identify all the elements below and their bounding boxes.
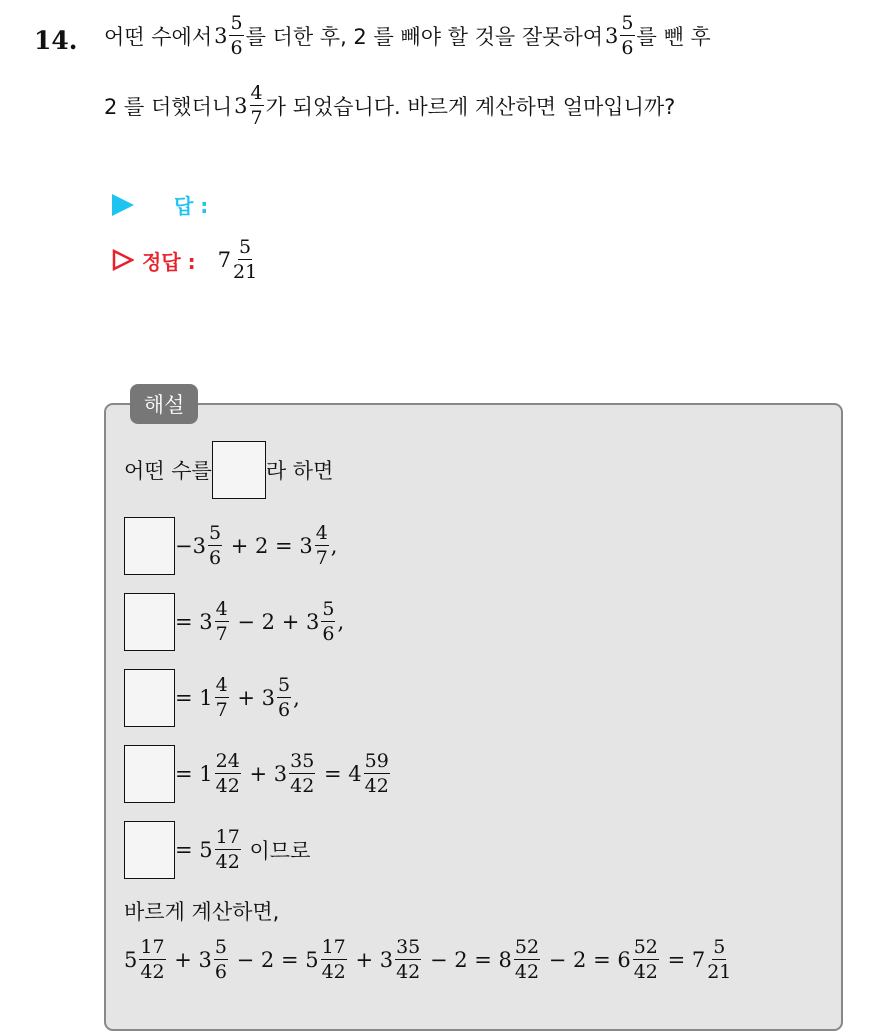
- numerator: 5: [278, 674, 291, 696]
- fraction: [215, 600, 229, 644]
- answer-label: 답 :: [174, 194, 209, 218]
- blank-box: [124, 669, 175, 727]
- correct-answer-label: 정답 :: [142, 249, 196, 274]
- denominator: 7: [215, 623, 228, 645]
- eq-text: = 4: [317, 762, 362, 786]
- fraction: [395, 938, 421, 982]
- eq-text: = 1: [175, 762, 213, 786]
- solution-text: 바르게 계산하면,: [124, 900, 280, 924]
- eq-text: −3: [175, 534, 206, 558]
- correct-answer-row: [112, 238, 259, 282]
- play-triangle-icon: [112, 194, 134, 216]
- fraction: [215, 828, 241, 872]
- fraction: [139, 938, 165, 982]
- fraction: [364, 752, 390, 796]
- numerator: 5: [214, 936, 227, 958]
- numerator: 5: [239, 236, 252, 258]
- question-text: 가 되었습니다. 바르게 계산하면 얼마입니까?: [265, 95, 676, 119]
- fraction: [321, 600, 335, 644]
- numerator: 35: [396, 936, 421, 958]
- blank-box: [124, 745, 175, 803]
- mixed-whole: 3: [605, 24, 619, 48]
- eq-text: ,: [330, 534, 338, 558]
- numerator: 52: [514, 936, 540, 958]
- outline-triangle-icon: [112, 249, 134, 271]
- correct-calc-heading: [124, 896, 279, 926]
- equation-3: [124, 669, 300, 727]
- denominator: 6: [278, 699, 291, 721]
- eq-text: − 2 = 6: [542, 948, 631, 972]
- solution-tag: 해설: [130, 384, 198, 424]
- question-line-2: [104, 84, 675, 128]
- mixed-whole: 3: [234, 94, 248, 118]
- eq-text: − 2 = 5: [229, 948, 319, 972]
- eq-text: 5: [124, 948, 138, 972]
- numerator: 35: [290, 750, 315, 772]
- question-text: 를 더한 후, 2 를 빼야 할 것을 잘못하여: [245, 25, 604, 49]
- solution-intro: [124, 441, 333, 499]
- correct-answer-value: [216, 238, 260, 282]
- denominator: 6: [208, 547, 222, 569]
- denominator: 21: [707, 961, 732, 983]
- fraction: [321, 938, 347, 982]
- question-text: 를 뺀 후: [636, 25, 711, 49]
- denominator: 42: [364, 775, 389, 797]
- denominator: 42: [140, 961, 165, 983]
- eq-text: + 3: [348, 948, 394, 972]
- question-text: 2 를 더했더니: [104, 95, 233, 119]
- fraction: [633, 938, 659, 982]
- blank-box: [124, 821, 175, 879]
- numerator: 52: [633, 936, 658, 958]
- blank-box: [124, 593, 175, 651]
- denominator: 6: [621, 37, 634, 59]
- denominator: 6: [230, 37, 243, 59]
- equation-5: [124, 821, 310, 879]
- denominator: 21: [232, 261, 258, 283]
- fraction: [277, 676, 291, 720]
- eq-text: ,: [293, 686, 300, 710]
- numerator: 4: [215, 598, 228, 620]
- eq-text: = 1: [175, 686, 213, 710]
- denominator: 6: [214, 961, 227, 983]
- fraction: [229, 14, 243, 58]
- numerator: 4: [215, 674, 228, 696]
- solution-text: 라 하면: [265, 459, 334, 483]
- numerator: 5: [621, 12, 634, 34]
- denominator: 42: [290, 775, 315, 797]
- numerator: 5: [713, 936, 726, 958]
- denominator: 7: [315, 547, 328, 569]
- denominator: 42: [215, 775, 240, 797]
- eq-text: = 3: [175, 610, 213, 634]
- numerator: 17: [215, 826, 240, 848]
- mixed-whole: 7: [217, 248, 231, 272]
- numerator: 59: [364, 750, 389, 772]
- fraction: [214, 938, 228, 982]
- equation-4: [124, 745, 392, 803]
- numerator: 5: [230, 12, 243, 34]
- question-line-1: [104, 14, 711, 58]
- final-equation: [124, 938, 733, 982]
- numerator: 24: [215, 750, 240, 772]
- denominator: 42: [633, 961, 658, 983]
- eq-text: − 2 = 8: [423, 948, 512, 972]
- denominator: 42: [396, 961, 421, 983]
- eq-text: + 3: [167, 948, 212, 972]
- blank-box: [212, 441, 266, 499]
- fraction: [315, 524, 329, 568]
- denominator: 6: [322, 623, 335, 645]
- denominator: 42: [215, 851, 240, 873]
- solution-text: 이므로: [242, 839, 311, 863]
- numerator: 4: [315, 522, 328, 544]
- fraction: [215, 752, 241, 796]
- blank-box: [124, 517, 175, 575]
- fraction: [215, 676, 229, 720]
- fraction: [250, 84, 264, 128]
- eq-text: ,: [337, 610, 345, 634]
- eq-text: + 3: [242, 762, 288, 786]
- mixed-whole: 3: [214, 24, 228, 48]
- numerator: 17: [140, 936, 165, 958]
- numerator: 17: [321, 936, 346, 958]
- fraction: [289, 752, 315, 796]
- fraction: [514, 938, 540, 982]
- denominator: 42: [514, 961, 540, 983]
- denominator: 42: [321, 961, 346, 983]
- eq-text: = 7: [660, 948, 706, 972]
- equation-1: [124, 517, 337, 575]
- numerator: 4: [250, 82, 263, 104]
- fraction: [707, 938, 731, 982]
- answer-row: [112, 190, 208, 219]
- eq-text: = 5: [175, 838, 213, 862]
- question-number: 14.: [34, 26, 78, 55]
- solution-text: 어떤 수를: [124, 459, 212, 483]
- fraction: [208, 524, 222, 568]
- fraction: [233, 238, 257, 282]
- numerator: 5: [322, 598, 335, 620]
- eq-text: + 2 = 3: [224, 534, 313, 558]
- eq-text: + 3: [230, 686, 276, 710]
- equation-2: [124, 593, 344, 651]
- denominator: 7: [215, 699, 228, 721]
- eq-text: − 2 + 3: [230, 610, 320, 634]
- denominator: 7: [250, 107, 263, 129]
- numerator: 5: [208, 522, 222, 544]
- question-text: 어떤 수에서: [104, 25, 213, 49]
- fraction: [620, 14, 634, 58]
